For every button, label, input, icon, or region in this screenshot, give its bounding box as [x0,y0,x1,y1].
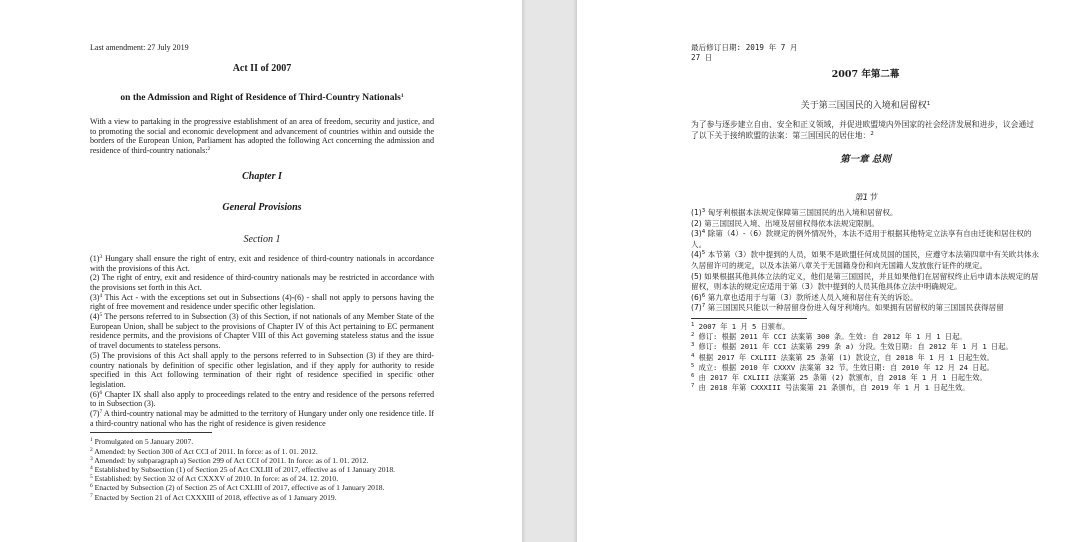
paragraph [90,312,434,351]
footnote-ref[interactable]: 1 [400,93,404,99]
amendment-date: Last amendment: 27 July 2019 [90,43,189,52]
footnote [691,373,1040,383]
section-heading-zh: 第1节 [854,193,877,203]
footnote-ref[interactable]: 3 [701,208,706,214]
footnote-number: 1 [691,321,695,328]
footnote-text: 由 2018 年第 CXXXIII 号法案第 21 条颁布，自 2019 年 1 月 1 日起生效。 [694,383,970,393]
act-subtitle: on the Admission and Right of Residence of Third-Country Nationals$^1$ [120,93,404,103]
footnote-number: 7 [691,383,695,390]
paragraph [691,303,1040,314]
paragraph-text: 如果根据其他具体立法的定义，他们是第三国国民，并且如果他们在居留权终止后申请本法规定的居留权，则本法的规定应适用于第（3）款中提到的人员其他具体立法中明确规定。 [691,271,1039,292]
footnote-text: Established: by Section 32 of Act CXXXV of 2010. In force: as of 24. 12. 2010. [92,474,339,484]
footnote-text: Established by Subsection (1) of Section 25 of Act CXLIII of 2017, effective as of 1 January 2018. [92,465,396,475]
paragraph-text: This Act - with the exceptions set out in Subsections (4)-(6) - shall not apply to persons having the right of free movement and residence under specific other legislation. [90,292,434,312]
footnote-ref[interactable]: 5 [701,250,706,257]
footnote-text: 由 2017 年 CXLIII 法案第 25 条第 (2) 款颁布，自 2018 年 1 月 1 日起生效。 [694,372,987,382]
paragraph-number: (2) [691,218,702,228]
footnote-text: 根据 2017 年 CXLIII 法案第 25 条第 (1) 款设立，自 2018 年 1 月 1 日起生效。 [694,352,994,362]
chinese-page [577,0,1080,542]
footnote-ref[interactable]: 6 [99,389,103,396]
footnote [90,437,434,446]
english-page [0,0,522,542]
paragraph-number: (1) [691,208,702,217]
footnote [691,322,1040,332]
footnote-text: 修订: 根据 2011 年 CCI 法案第 299 条 a) 分段。生效日期: 自 2012 年 1 月 1 日起。 [694,342,1013,352]
paragraph-text: The provisions of this Act shall apply to the persons referred to in Subsection (3) if they are third-country nationals by definition of specific other legislation, and if they apply for authority to reside specified in this Act following termination of their right of residence specified in specific other legislation. [90,350,434,389]
paragraph-text: 本节第（3）款中提到的人员，如果不是欧盟任何成员国的国民，应遵守本法第四章中有关欧共体永久居留许可的规定，以及本法第八章关于无国籍身份和向无国籍人发放旅行证件的规定。 [691,250,1040,270]
footnote-text: 成立: 根据 2010 年 CXXXV 法案第 32 节。生效日期: 自 2010 年 12 月 24 日起。 [694,362,994,372]
paragraph [90,293,434,312]
footnote-ref[interactable]: 6 [701,292,706,299]
paragraph-text: 第三国国民入境、出境及居留权得依本法规定限制。 [701,218,879,228]
paragraph-number: (4) [691,250,702,260]
footnote-number: 3 [90,455,93,462]
paragraph [691,293,1040,304]
footnote-number: 2 [90,446,93,453]
act-title: Act II of 2007 [232,63,292,74]
paragraph-text: The persons referred to in Subsection (3) of this Section, if not nationals of any Member State of the European Union, shall be subject to the provisions of Chapter IV of this Act pertaining to EC permanent residence permits, and the provisions of Chapter VIII of this Act governing stateless status and the issue of travel documents to stateless persons. [90,312,434,351]
paragraph-number: (4) [90,312,100,322]
paragraph [90,390,434,409]
footnotes-zh [691,322,1040,393]
paragraph-number: (5) [691,271,702,281]
footnote [691,363,1040,373]
chapter-title: General Provisions [222,201,302,213]
chapter-heading: Chapter I [242,170,282,182]
amendment-date-zh: 最后修订日期: 2019 年 7 月 27 日 [691,43,798,62]
footnote-text: 2007 年 1 月 5 日颁布。 [694,321,790,331]
paragraph-text: 匈牙利根据本法规定保障第三国国民的出入境和居留权。 [705,208,898,217]
act-title-zh: 2007 年第二幕 [831,69,900,80]
footnote-text: Amended: by subparagraph a) Section 299 of Act CCI of 2011. In force: as of 1. 01. 2012. [92,455,369,465]
page-gap-shadow-left [522,0,526,542]
footnote-ref[interactable]: 7 [99,409,103,416]
paragraph-number: (6) [90,389,100,399]
footnote [691,383,1040,393]
paragraph [691,219,1040,230]
footnote [90,456,434,465]
footnote-number: 3 [691,342,695,349]
paragraph [691,229,1040,250]
section-heading: Section 1 [243,233,281,245]
paragraph-number: (7) [691,303,702,313]
footnote-ref[interactable]: 2 [870,131,874,137]
paragraph-text: The right of entry, exit and residence of third-country nationals may be restricted in accordance with the provisions set forth in this Act. [90,273,434,292]
paragraph-number: (6) [691,292,702,302]
preamble-zh: 为了参与逐步建立自由、安全和正义领域，并促进欧盟境内外国家的社会经济发展和进步，议会通过了以下关于接纳欧盟的法案：第三国国民的居住地：$^2$ [691,120,1035,140]
paragraph-text: 第三国国民只能以一种居留身份进入匈牙利境内。如果拥有居留权的第三国国民获得居留 [705,303,1004,313]
footnote-number: 6 [691,372,695,379]
footnote-text: Enacted by Subsection (2) of Section 25 of Act CXLIII of 2017, effective as of 1 January 2018. [92,483,385,493]
paragraph-number: (5) [90,350,100,360]
footnote [90,474,434,483]
footnote-text: 修订: 根据 2011 年 CCI 法案第 300 条。生效: 自 2012 年 1 月 1 日起。 [694,332,967,342]
act-subtitle-zh: 关于第三国国民的入境和居留权$^1$ [800,101,931,111]
paragraph-text: 第九章也适用于与第（3）款所述人员入境和居住有关的诉讼。 [705,292,918,302]
footnote [691,342,1040,352]
footnote-number: 5 [691,362,695,369]
paragraph-number: (3) [691,229,702,239]
section-paragraphs [90,254,434,429]
footnote-number: 6 [90,483,93,490]
paragraph [90,351,434,390]
footnote-ref[interactable]: 5 [99,312,103,319]
footnote-text: Enacted by Section 21 of Act CXXXIII of 2018, effective as of 1 January 2019. [92,492,337,502]
footnote-ref[interactable]: 4 [99,292,103,299]
section-paragraphs-zh [691,208,1040,314]
paragraph [90,254,434,273]
paragraph [691,250,1040,271]
footnote-ref[interactable]: 2 [207,146,211,153]
footnote-number: 1 [90,437,93,444]
paragraph [90,273,434,292]
paragraph-number: (2) [90,273,100,283]
chapter-heading-zh: 第一章 总则 [840,154,891,165]
footnote [90,493,434,502]
footnote [90,465,434,474]
footnote-number: 4 [90,465,93,472]
footnote-ref[interactable]: 3 [99,253,103,260]
footnote-number: 4 [691,352,695,359]
paragraph-number: (1) [90,253,100,263]
paragraph-text: Chapter IX shall also apply to proceedings related to the entry and residence of the persons referred to in Subsection (3). [90,389,434,409]
paragraph-number: (7) [90,409,100,419]
footnote-ref[interactable]: 1 [926,101,931,107]
footnote-divider-zh [691,318,807,319]
paragraph [691,272,1040,293]
paragraph-text: 除第（4）-（6）款规定的例外情况外，本法不适用于根据其他特定立法享有自由迁徙和居住权的人。 [691,229,1032,249]
footnote-ref[interactable]: 4 [701,229,706,236]
footnote-ref[interactable]: 7 [701,303,706,310]
paragraph-text: Hungary shall ensure the right of entry, exit and residence of third-country nationals in accordance with the provisions of this Act. [90,253,434,273]
footnote [90,483,434,492]
footnote-number: 5 [90,474,93,481]
paragraph [90,409,434,428]
footnote [90,447,434,456]
footnote-text: Amended: by Section 300 of Act CCI of 2011. In force: as of 1. 01. 2012. [92,446,318,456]
footnotes [90,437,434,501]
paragraph [691,208,1040,219]
paragraph-number: (3) [90,292,100,302]
footnote-text: Promulgated on 5 January 2007. [92,437,194,447]
footnote [691,353,1040,363]
footnote-divider [90,432,212,433]
footnote-number: 2 [691,332,695,339]
preamble: With a view to partaking in the progressive establishment of an area of freedom, security and justice, and to promoting the social and economic development and advancement of countries within and outside the borders of the European Union, Parliament has adopted the following Act concerning the admission and residence of third-country nationals:$^2$ [90,117,434,156]
footnote-number: 7 [90,492,93,499]
paragraph-text: A third-country national may be admitted to the territory of Hungary under only one residence title. If a third-country national who has the right of residence is given residence [90,409,434,428]
footnote [691,332,1040,342]
